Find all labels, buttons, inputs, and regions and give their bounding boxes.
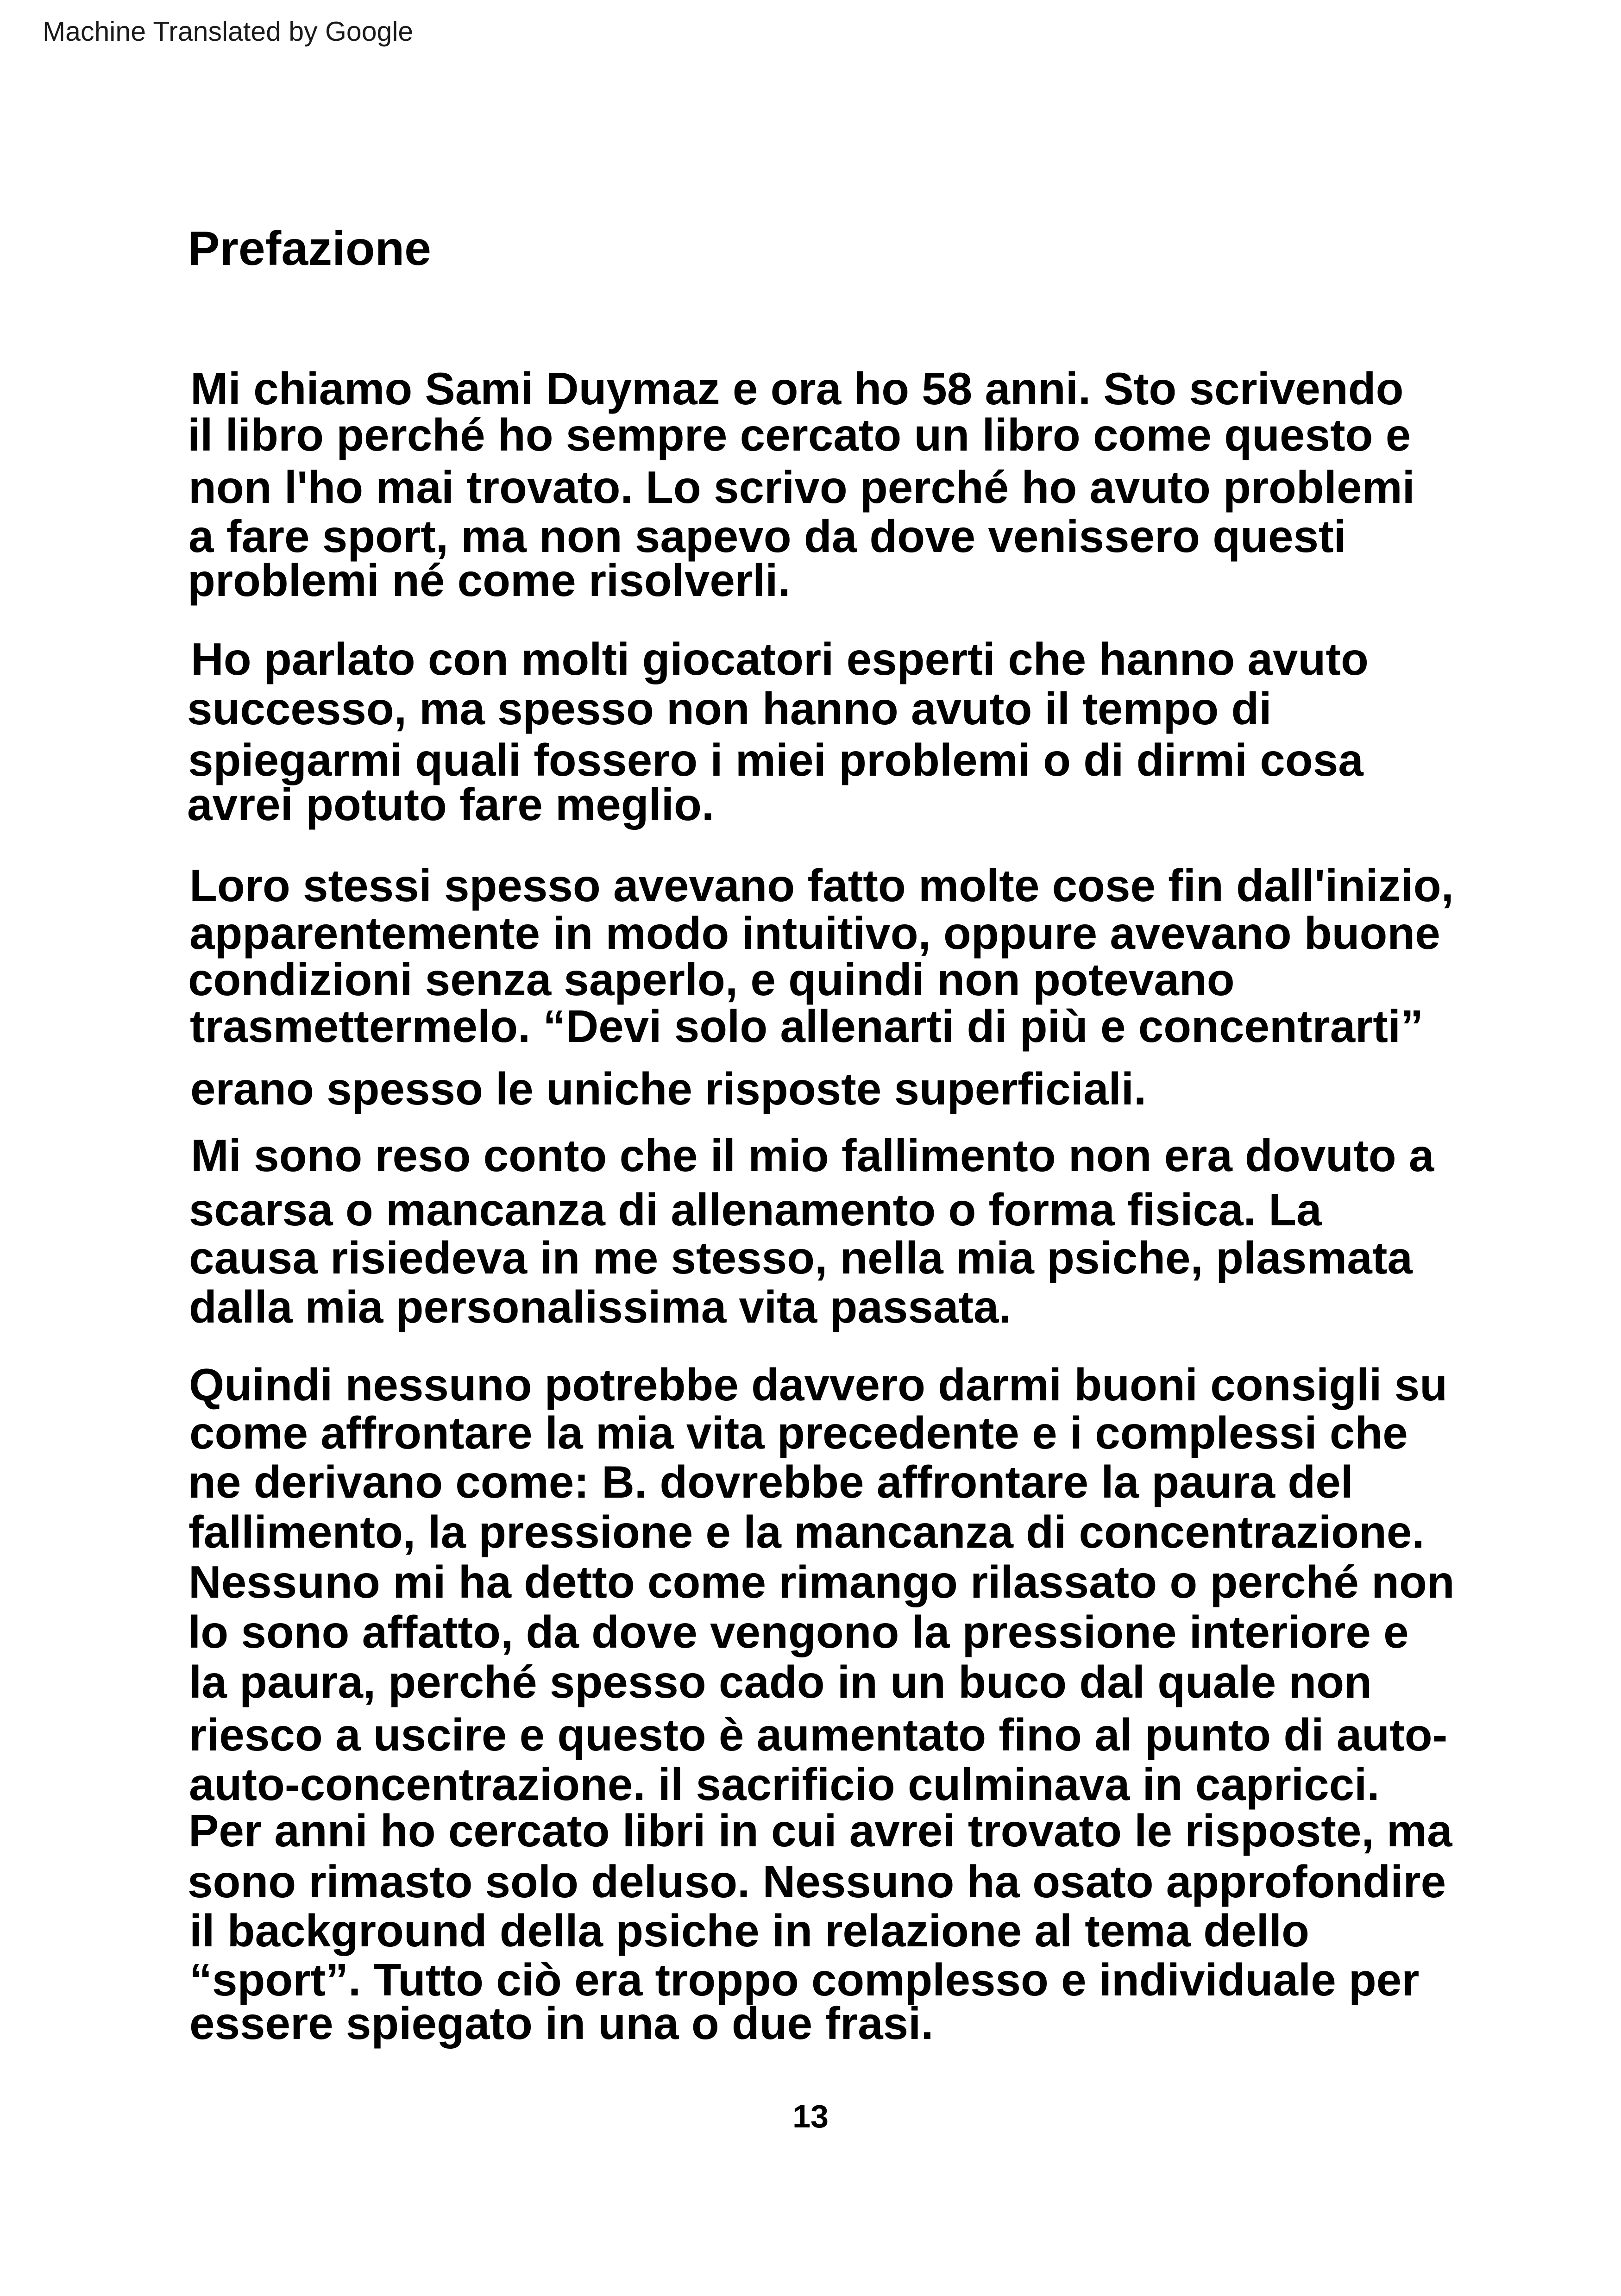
- text-line: il libro perché ho sempre cercato un libro come questo e: [188, 409, 1411, 460]
- text-line: trasmettermelo. “Devi solo allenarti di più e concentrarti”: [190, 1001, 1424, 1052]
- text-line: condizioni senza saperlo, e quindi non potevano: [188, 954, 1235, 1005]
- text-line: dalla mia personalissima vita passata.: [189, 1281, 1012, 1332]
- text-line: lo sono affatto, da dove vengono la pressione interiore e: [188, 1606, 1409, 1657]
- text-line: Per anni ho cercato libri in cui avrei trovato le risposte, ma: [188, 1805, 1452, 1856]
- text-line: causa risiedeva in me stesso, nella mia psiche, plasmata: [189, 1232, 1413, 1283]
- text-line: Quindi nessuno potrebbe davvero darmi buoni consigli su: [189, 1359, 1448, 1410]
- page-title: Prefazione: [188, 222, 431, 276]
- text-line: Mi sono reso conto che il mio fallimento non era dovuto a: [191, 1130, 1434, 1181]
- text-line: spiegarmi quali fossero i miei problemi o di dirmi cosa: [188, 734, 1363, 785]
- text-line: Mi chiamo Sami Duymaz e ora ho 58 anni. Sto scrivendo: [190, 363, 1404, 414]
- text-line: come affrontare la mia vita precedente e i complessi che: [189, 1407, 1408, 1458]
- text-line: problemi né come risolverli.: [188, 555, 791, 606]
- text-line: non l'ho mai trovato. Lo scrivo perché ho avuto problemi: [188, 462, 1415, 513]
- text-line: scarsa o mancanza di allenamento o forma fisica. La: [189, 1184, 1322, 1235]
- text-line: riesco a uscire e questo è aumentato fino al punto di auto-: [189, 1709, 1448, 1760]
- text-line: Ho parlato con molti giocatori esperti che hanno avuto: [191, 634, 1369, 684]
- text-line: erano spesso le uniche risposte superficiali.: [190, 1063, 1147, 1114]
- text-line: la paura, perché spesso cado in un buco dal quale non: [189, 1656, 1372, 1707]
- text-line: essere spiegato in una o due frasi.: [189, 1998, 934, 2049]
- text-line: fallimento, la pressione e la mancanza di concentrazione.: [188, 1506, 1425, 1557]
- text-line: avrei potuto fare meglio.: [187, 779, 715, 830]
- text-line: a fare sport, ma non sapevo da dove venissero questi: [188, 511, 1346, 562]
- text-line: Loro stessi spesso avevano fatto molte cose fin dall'inizio,: [189, 860, 1454, 911]
- text-line: ne derivano come: B. dovrebbe affrontare la paura del: [188, 1456, 1353, 1507]
- text-line: Nessuno mi ha detto come rimango rilassato o perché non: [188, 1556, 1455, 1607]
- text-line: successo, ma spesso non hanno avuto il tempo di: [187, 683, 1272, 734]
- text-line: sono rimasto solo deluso. Nessuno ha osato approfondire: [188, 1856, 1446, 1907]
- machine-translation-watermark: Machine Translated by Google: [43, 16, 414, 47]
- text-line: auto-concentrazione. il sacrificio culminava in capricci.: [189, 1759, 1380, 1810]
- text-line: “sport”. Tutto ciò era troppo complesso e individuale per: [189, 1954, 1420, 2005]
- text-line: apparentemente in modo intuitivo, oppure avevano buone: [189, 908, 1440, 959]
- page-number: 13: [792, 2098, 829, 2134]
- text-line: il background della psiche in relazione al tema dello: [189, 1905, 1309, 1956]
